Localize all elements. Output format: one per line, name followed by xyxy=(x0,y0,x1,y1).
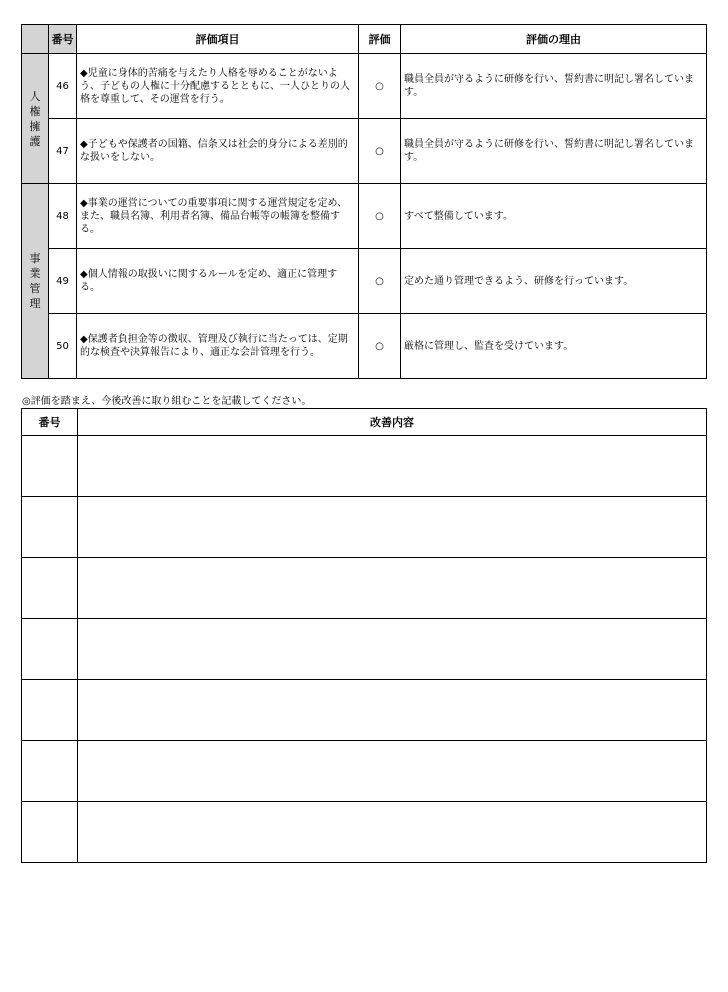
improvement-number-cell[interactable] xyxy=(22,619,78,680)
improvement-row xyxy=(22,619,707,680)
improvement-content-cell[interactable] xyxy=(78,802,707,863)
reason-header: 評価の理由 xyxy=(401,25,707,54)
rating-mark: ○ xyxy=(359,314,401,379)
improvement-number-cell[interactable] xyxy=(22,497,78,558)
improvement-row xyxy=(22,802,707,863)
table-row xyxy=(22,184,707,249)
improvement-content-cell[interactable] xyxy=(78,497,707,558)
improvement-content-cell[interactable] xyxy=(78,436,707,497)
category-header xyxy=(22,25,49,54)
number-header: 番号 xyxy=(49,25,77,54)
evaluation-reason: 厳格に管理し、監査を受けています。 xyxy=(401,314,707,379)
improvement-header-row xyxy=(22,409,707,436)
evaluation-table xyxy=(21,24,707,379)
rating-mark: ○ xyxy=(359,184,401,249)
row-number: 50 xyxy=(49,314,77,379)
improvement-number-cell[interactable] xyxy=(22,741,78,802)
table-row xyxy=(22,119,707,184)
evaluation-item: ◆保護者負担金等の徴収、管理及び執行に当たっては、定期的な検査や決算報告により、適正な会計管理を行う。 xyxy=(77,314,359,379)
improvement-content-cell[interactable] xyxy=(78,558,707,619)
evaluation-item: ◆個人情報の取扱いに関するルールを定め、適正に管理する。 xyxy=(77,249,359,314)
improvement-instruction: ◎評価を踏まえ、今後改善に取り組むことを記載してください。 xyxy=(22,396,312,407)
table-row xyxy=(22,54,707,119)
evaluation-item: ◆児童に身体的苦痛を与えたり人格を辱めることがないよう、子どもの人権に十分配慮するとともに、一人ひとりの人格を尊重して、その運営を行う。 xyxy=(77,54,359,119)
improvement-number-cell[interactable] xyxy=(22,558,78,619)
improvement-number-cell[interactable] xyxy=(22,436,78,497)
improvement-row xyxy=(22,436,707,497)
improvement-row xyxy=(22,558,707,619)
rating-mark: ○ xyxy=(359,54,401,119)
improvement-number-header: 番号 xyxy=(22,409,78,436)
row-number: 48 xyxy=(49,184,77,249)
rating-header: 評価 xyxy=(359,25,401,54)
improvement-row xyxy=(22,680,707,741)
rating-mark: ○ xyxy=(359,119,401,184)
evaluation-item: ◆事業の運営についての重要事項に関する運営規定を定め、また、職員名簿、利用者名簿、備品台帳等の帳簿を整備する。 xyxy=(77,184,359,249)
evaluation-header-row xyxy=(22,25,707,54)
improvement-row xyxy=(22,497,707,558)
improvement-row xyxy=(22,741,707,802)
evaluation-reason: 定めた通り管理できるよう、研修を行っています。 xyxy=(401,249,707,314)
improvement-content-cell[interactable] xyxy=(78,741,707,802)
evaluation-reason: すべて整備しています。 xyxy=(401,184,707,249)
row-number: 46 xyxy=(49,54,77,119)
row-number: 49 xyxy=(49,249,77,314)
item-header: 評価項目 xyxy=(77,25,359,54)
improvement-content-cell[interactable] xyxy=(78,680,707,741)
improvement-content-cell[interactable] xyxy=(78,619,707,680)
improvement-content-header: 改善内容 xyxy=(78,409,707,436)
rating-mark: ○ xyxy=(359,249,401,314)
evaluation-reason: 職員全員が守るように研修を行い、誓約書に明記し署名しています。 xyxy=(401,119,707,184)
improvement-table xyxy=(21,408,707,863)
improvement-number-cell[interactable] xyxy=(22,802,78,863)
table-row xyxy=(22,249,707,314)
improvement-number-cell[interactable] xyxy=(22,680,78,741)
row-number: 47 xyxy=(49,119,77,184)
evaluation-item: ◆子どもや保護者の国籍、信条又は社会的身分による差別的な扱いをしない。 xyxy=(77,119,359,184)
category-business-management: 事業管理 xyxy=(22,184,49,379)
evaluation-reason: 職員全員が守るように研修を行い、誓約書に明記し署名しています。 xyxy=(401,54,707,119)
category-human-rights: 人権擁護 xyxy=(22,54,49,184)
table-row xyxy=(22,314,707,379)
